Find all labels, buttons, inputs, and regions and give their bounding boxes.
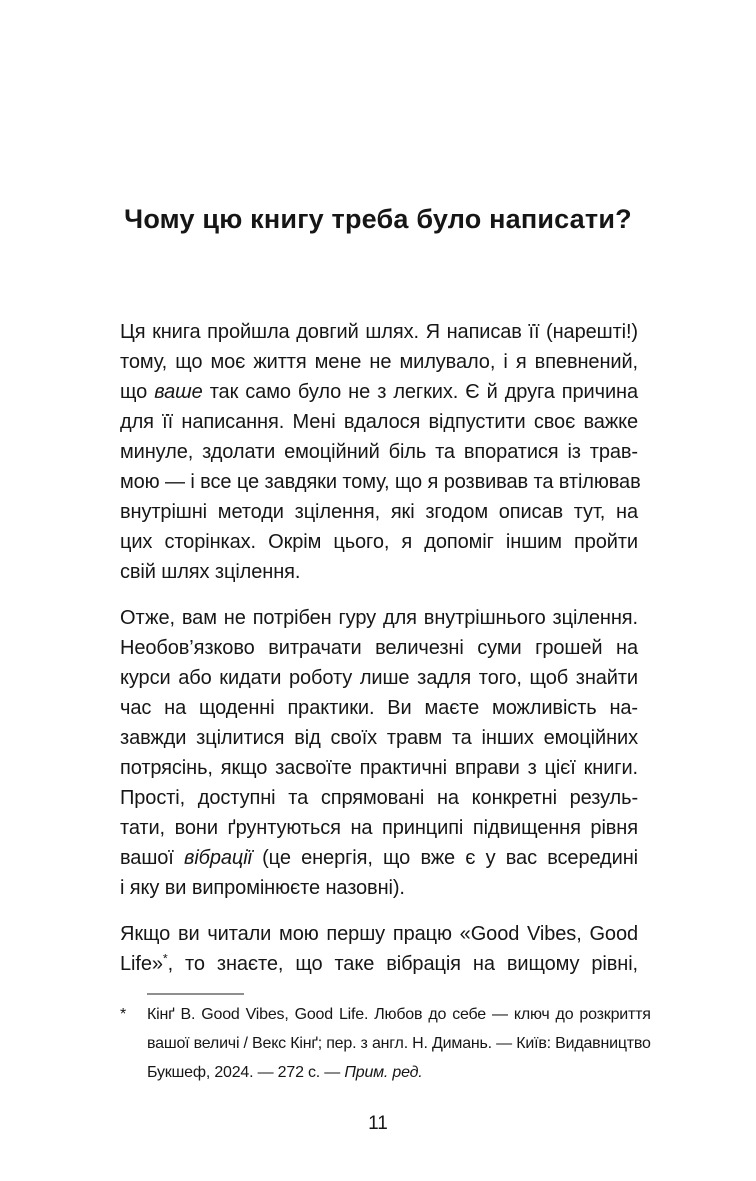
text-line: курси або кидати роботу лише задля того, щоб знайти: [120, 667, 638, 689]
page-number: 11: [368, 1113, 388, 1134]
text-segment: так само було не з легких. Є й друга причина: [202, 381, 638, 403]
text-segment: що: [120, 381, 155, 403]
paragraph-1: [120, 317, 641, 587]
footnote-marker: *: [120, 1006, 127, 1023]
text-line: Якщо ви читали мою першу працю «Good Vibes, Good: [120, 923, 638, 945]
paragraph-3: [120, 919, 638, 979]
italic-word: ваше: [154, 381, 203, 403]
footnote-reference-asterisk: *: [162, 951, 168, 966]
footnote-line: [147, 1058, 651, 1087]
footnote-text: [147, 1000, 651, 1087]
text-segment: , то знаєте, що таке вібрація на вищому рівні,: [167, 953, 638, 975]
paragraph-2: [120, 603, 638, 903]
text-line: Ця книга пройшла довгий шлях. Я написав її (нарешті!): [120, 321, 638, 343]
text-line: свій шлях зцілення.: [120, 561, 301, 583]
footnote-row: [120, 1000, 651, 1087]
text-segment: вашої: [120, 847, 184, 869]
text-line: [120, 377, 638, 407]
italic-word: вібрації: [183, 847, 252, 869]
text-line: Отже, вам не потрібен гуру для внутрішнього зцілення.: [120, 607, 638, 629]
chapter-heading: Чому цю книгу треба було написати?: [124, 204, 632, 234]
text-line: час на щоденні практики. Ви маєте можливість на-: [120, 697, 638, 719]
text-segment: Life»: [120, 953, 163, 975]
text-line: [120, 949, 638, 979]
text-line: внутрішні методи зцілення, які згодом описав тут, на: [120, 501, 638, 523]
text-segment: Букшеф, 2024. — 272 с. —: [147, 1064, 345, 1081]
italic-editor-note: Прим. ред.: [344, 1064, 423, 1081]
text-line: Необов’язково витрачати величезні суми грошей на: [120, 637, 638, 659]
footnote-block: [120, 993, 651, 1087]
body-text: [120, 317, 641, 979]
text-line: потрясінь, якщо засвоїте практичні вправи з цієї книги.: [120, 757, 638, 779]
text-line: [120, 843, 638, 873]
text-line: тому, що моє життя мене не милувало, і я впевнений,: [120, 351, 638, 373]
text-line: Прості, доступні та спрямовані на конкретні резуль-: [120, 787, 638, 809]
text-line: для її написання. Мені вдалося відпустити своє важке: [120, 411, 638, 433]
footnote-line: вашої величі / Векс Кінґ; пер. з англ. Н. Димань. — Київ: Видавництво: [147, 1035, 651, 1052]
text-line: мою — і все це завдяки тому, що я розвивав та втілював: [120, 471, 641, 493]
footnote-line: Кінґ В. Good Vibes, Good Life. Любов до себе — ключ до розкриття: [147, 1006, 651, 1023]
text-line: минуле, здолати емоційний біль та впоратися із трав-: [120, 441, 638, 463]
text-segment: (це енергія, що вже є у вас всередині: [251, 847, 638, 869]
text-line: цих сторінках. Окрім цього, я допоміг іншим пройти: [120, 531, 638, 553]
text-line: завжди зцілитися від своїх травм та інших емоційних: [120, 727, 638, 749]
text-line: тати, вони ґрунтуються на принципі підвищення рівня: [120, 817, 638, 839]
footnote-divider: [147, 993, 244, 995]
text-line: і яку ви випромінюєте назовні).: [120, 877, 405, 899]
